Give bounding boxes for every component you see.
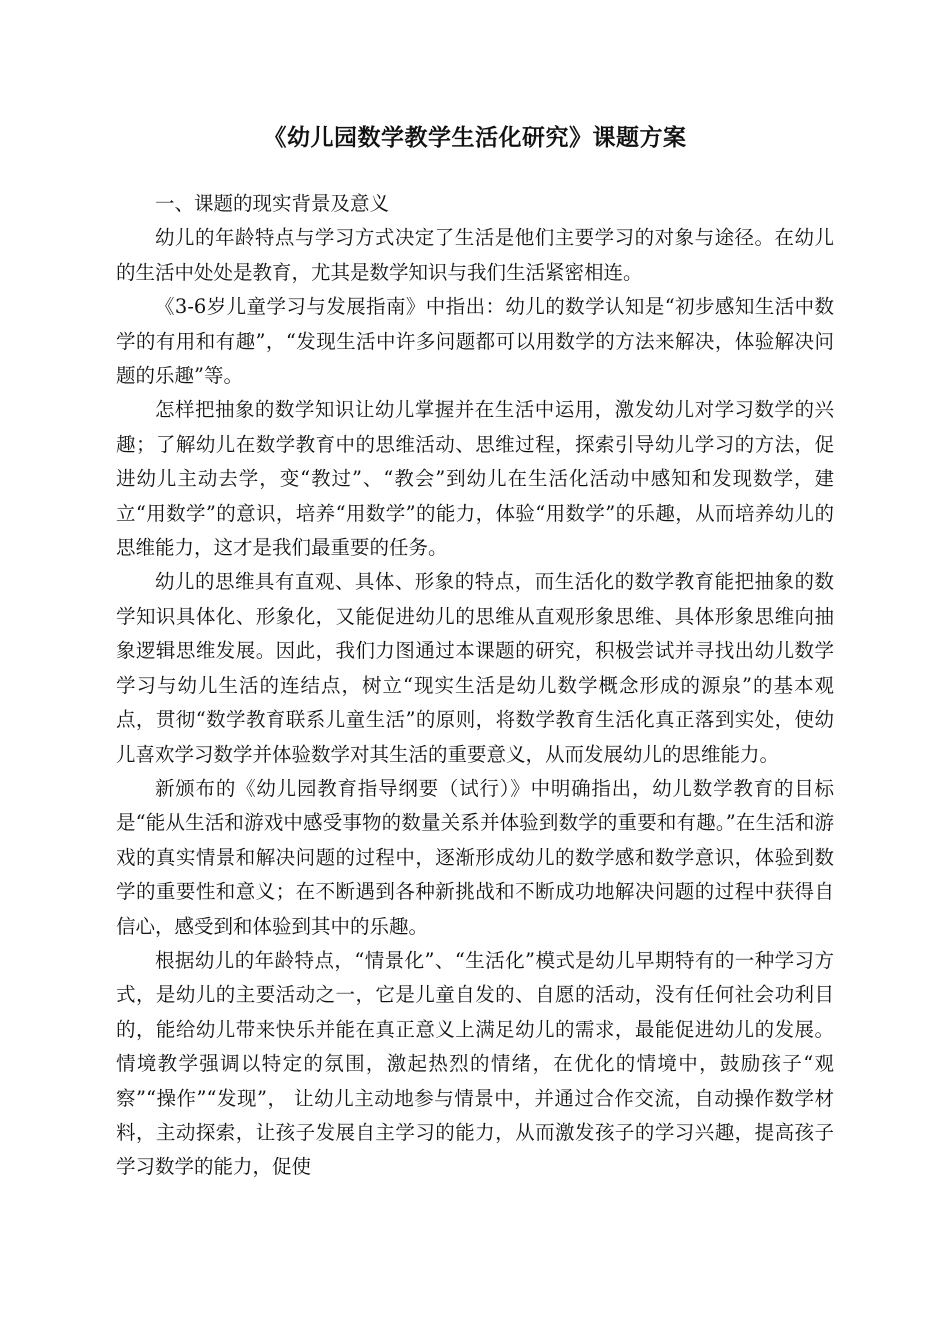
paragraph-5: 新颁布的《幼儿园教育指导纲要（试行）》中明确指出，幼儿数学教育的目标是“能从生活和游戏中感受事物的数量关系并体验到数学的重要和有趣。”在生活和游戏的真实情景和解决问题的过程中，逐渐形成幼儿的数学感和数学意识，体验到数学的重要性和意义；在不断遇到各种新挑战和不断成功地解决问题的过程中获得自信心，感受到和体验到其中的乐趣。 — [116, 776, 834, 938]
paragraph-6: 根据幼儿的年龄特点，“情景化”、“生活化”模式是幼儿早期特有的一种学习方式，是幼儿的主要活动之一，它是儿童自发的、自愿的活动，没有任何社会功利目的，能给幼儿带来快乐并能在真正意义上满足幼儿的需求，最能促进幼儿的发展。情境教学强调以特定的氛围，激起热烈的情绪，在优化的情境中，鼓励孩子“观察”“操作”“发现”， 让幼儿主动地参与情景中，并通过合作交流，自动操作数学材料，主动探索，让孩子发展自主学习的能力，从而激发孩子的学习兴趣，提高孩子学习数学的能力，促使 — [116, 948, 834, 1179]
paragraph-1: 幼儿的年龄特点与学习方式决定了生活是他们主要学习的对象与途径。在幼儿的生活中处处是教育，尤其是数学知识与我们生活紧密相连。 — [116, 226, 834, 284]
document-body — [116, 187, 834, 1185]
paragraph-4: 幼儿的思维具有直观、具体、形象的特点，而生活化的数学教育能把抽象的数学知识具体化、形象化，又能促进幼儿的思维从直观形象思维、具体形象思维向抽象逻辑思维发展。因此，我们力图通过本课题的研究，积极尝试并寻找出幼儿数学学习与幼儿生活的连结点，树立“现实生活是幼儿数学概念形成的源泉”的基本观点，贯彻“数学教育联系儿童生活”的原则，将数学教育生活化真正落到实处，使幼儿喜欢学习数学并体验数学对其生活的重要意义，从而发展幼儿的思维能力。 — [116, 570, 834, 766]
section-heading: 一、课题的现实背景及意义 — [155, 192, 390, 215]
document-title: 《幼儿园数学教学生活化研究》课题方案 — [263, 124, 687, 151]
paragraph-3: 怎样把抽象的数学知识让幼儿掌握并在生活中运用，激发幼儿对学习数学的兴趣；了解幼儿在数学教育中的思维活动、思维过程，探索引导幼儿学习的方法，促进幼儿主动去学，变“教过”、“教会”到幼儿在生活化活动中感知和发现数学，建立“用数学”的意识，培养“用数学”的能力，体验“用数学”的乐趣，从而培养幼儿的思维能力，这才是我们最重要的任务。 — [116, 398, 834, 560]
paragraph-2: 《3-6岁儿童学习与发展指南》中指出：幼儿的数学认知是“初步感知生活中数学的有用和有趣”，“发现生活中许多问题都可以用数学的方法来解决，体验解决问题的乐趣”等。 — [116, 295, 834, 388]
